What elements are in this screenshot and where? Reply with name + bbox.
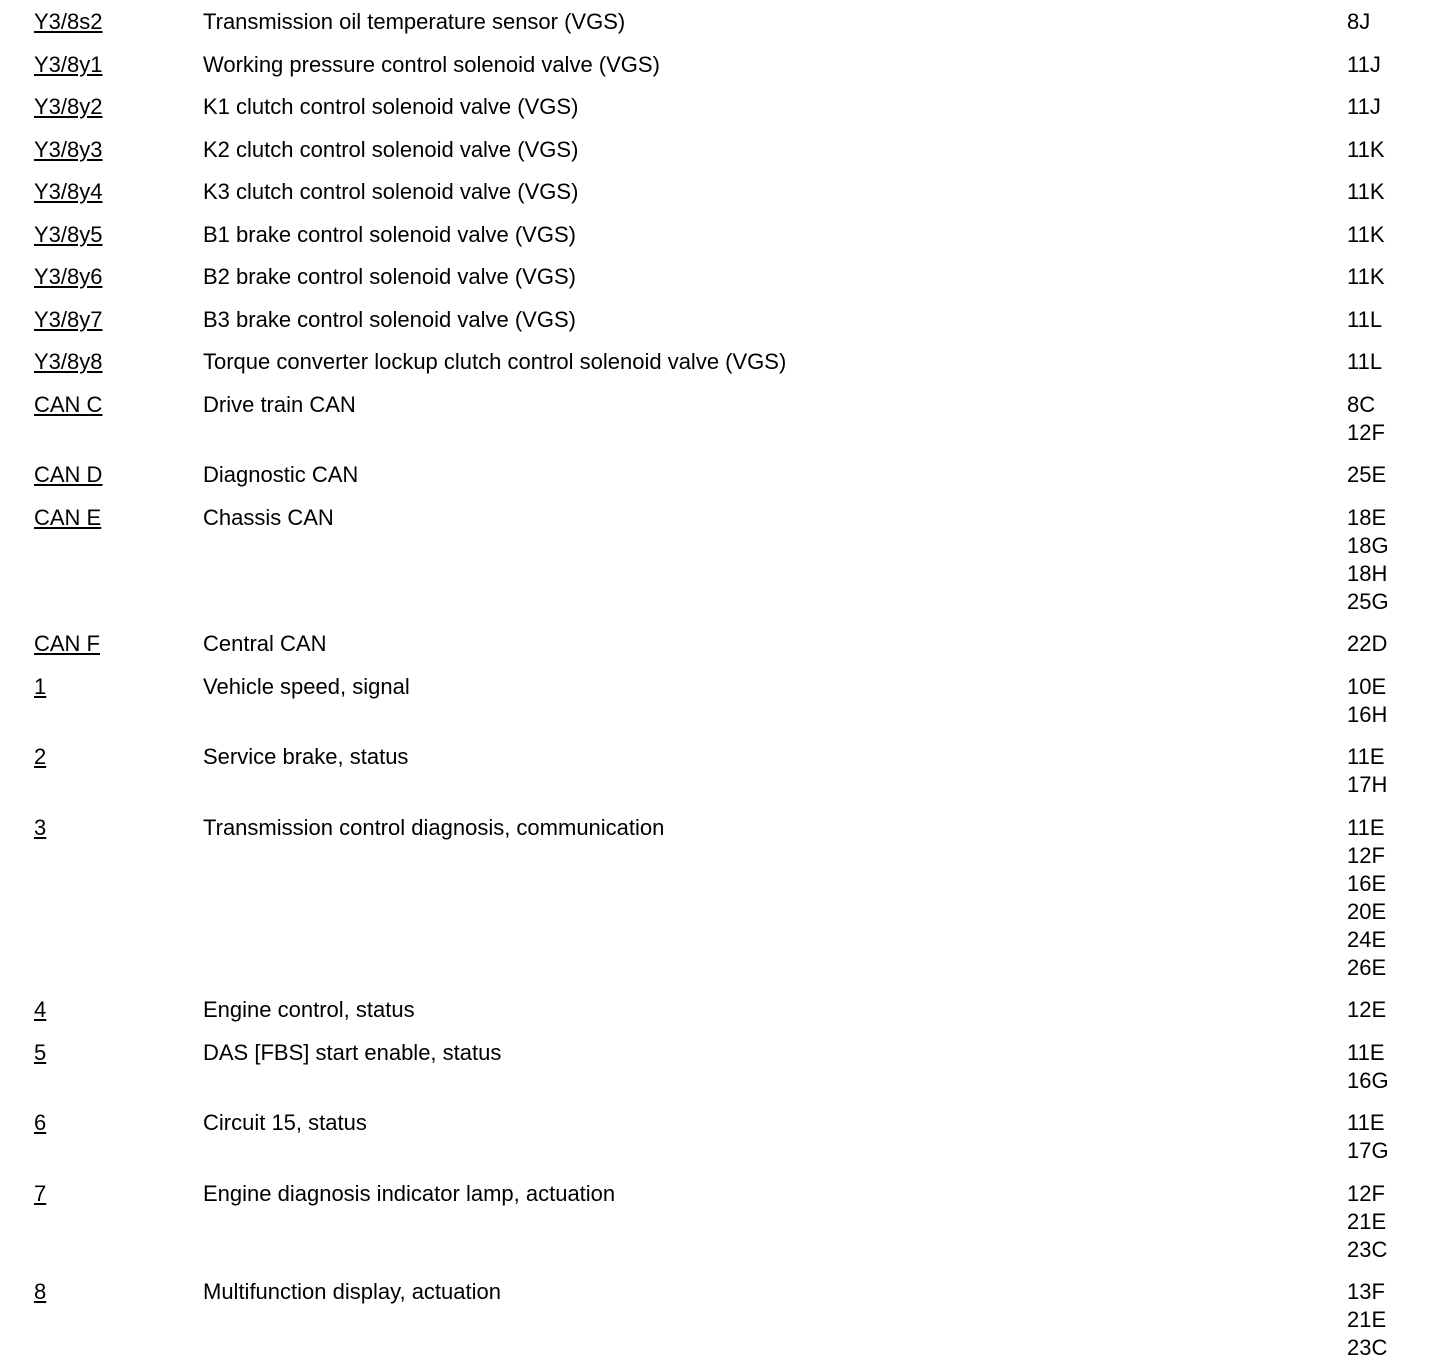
grid-reference: 12F	[1347, 419, 1385, 445]
component-description: Transmission oil temperature sensor (VGS)	[203, 9, 626, 34]
legend-row	[0, 348, 1440, 376]
component-description: K1 clutch control solenoid valve (VGS)	[203, 94, 579, 119]
component-description: K2 clutch control solenoid valve (VGS)	[203, 136, 579, 162]
grid-reference: 16E	[1347, 870, 1387, 896]
component-code-link[interactable]: 1	[34, 673, 47, 699]
grid-reference: 23C	[1347, 1335, 1388, 1360]
grid-reference-list	[1347, 673, 1427, 729]
grid-reference-list	[1347, 93, 1427, 121]
grid-reference-list	[1347, 1278, 1427, 1362]
legend-row	[0, 1109, 1440, 1165]
grid-reference: 11J	[1347, 94, 1381, 119]
grid-reference: 11E	[1347, 744, 1385, 769]
legend-row	[0, 814, 1440, 982]
grid-reference: 21E	[1347, 1307, 1387, 1332]
grid-reference-list	[1347, 996, 1427, 1024]
grid-reference: 20E	[1347, 898, 1387, 924]
legend-row	[0, 461, 1440, 489]
legend-row	[0, 221, 1440, 249]
legend-row	[0, 263, 1440, 291]
grid-reference: 11E	[1347, 814, 1385, 840]
component-description: Central CAN	[203, 631, 327, 656]
component-code-link[interactable]: 7	[34, 1180, 47, 1206]
grid-reference: 11J	[1347, 51, 1381, 77]
grid-reference: 17G	[1347, 1138, 1389, 1163]
component-code-link[interactable]: Y3/8y6	[34, 264, 103, 289]
component-code-link[interactable]: 3	[34, 814, 47, 840]
component-code-link[interactable]: 8	[34, 1279, 47, 1304]
component-code-link[interactable]: Y3/8y8	[34, 349, 103, 374]
legend-row	[0, 673, 1440, 729]
grid-reference-list	[1347, 8, 1427, 36]
grid-reference: 23C	[1347, 1236, 1388, 1262]
grid-reference: 18E	[1347, 504, 1387, 530]
grid-reference: 11E	[1347, 1110, 1385, 1135]
legend-row	[0, 996, 1440, 1024]
grid-reference-list	[1347, 743, 1427, 799]
component-description: Drive train CAN	[203, 391, 356, 417]
component-code-link[interactable]: CAN F	[34, 631, 100, 656]
legend-row	[0, 391, 1440, 447]
legend-row	[0, 743, 1440, 799]
grid-reference-list	[1347, 306, 1427, 334]
legend-row	[0, 8, 1440, 36]
legend-row	[0, 1039, 1440, 1095]
component-description: Service brake, status	[203, 744, 409, 769]
grid-reference-list	[1347, 178, 1427, 206]
grid-reference: 25E	[1347, 462, 1387, 487]
component-description: Circuit 15, status	[203, 1110, 367, 1135]
component-description: DAS [FBS] start enable, status	[203, 1039, 502, 1065]
grid-reference-list	[1347, 348, 1427, 376]
component-code-link[interactable]: Y3/8y3	[34, 136, 103, 162]
grid-reference-list	[1347, 1180, 1427, 1264]
grid-reference: 13F	[1347, 1279, 1385, 1304]
component-description: Engine control, status	[203, 997, 415, 1022]
grid-reference-list	[1347, 221, 1427, 249]
grid-reference-list	[1347, 630, 1427, 658]
component-description: B2 brake control solenoid valve (VGS)	[203, 264, 576, 289]
component-description: Working pressure control solenoid valve (VGS)	[203, 51, 660, 77]
grid-reference: 8C	[1347, 391, 1376, 417]
component-code-link[interactable]: CAN D	[34, 462, 103, 487]
legend-row	[0, 1180, 1440, 1264]
legend-row	[0, 504, 1440, 616]
component-description: Diagnostic CAN	[203, 462, 359, 487]
grid-reference: 12F	[1347, 842, 1385, 868]
component-code-link[interactable]: 4	[34, 997, 47, 1022]
grid-reference-list	[1347, 504, 1427, 616]
grid-reference: 18H	[1347, 560, 1388, 586]
grid-reference: 18G	[1347, 532, 1389, 558]
component-code-link[interactable]: Y3/8y5	[34, 221, 103, 247]
component-code-link[interactable]: Y3/8y1	[34, 51, 103, 77]
component-code-link[interactable]: Y3/8y2	[34, 94, 103, 119]
grid-reference: 12F	[1347, 1180, 1385, 1206]
component-code-link[interactable]: 5	[34, 1039, 47, 1065]
grid-reference-list	[1347, 391, 1427, 447]
component-code-link[interactable]: Y3/8y7	[34, 306, 103, 332]
component-description: Chassis CAN	[203, 504, 334, 530]
grid-reference: 12E	[1347, 997, 1387, 1022]
grid-reference-list	[1347, 814, 1427, 982]
component-code-link[interactable]: 6	[34, 1110, 47, 1135]
component-description: B3 brake control solenoid valve (VGS)	[203, 306, 576, 332]
grid-reference: 21E	[1347, 1208, 1387, 1234]
grid-reference: 26E	[1347, 954, 1387, 980]
grid-reference: 16H	[1347, 701, 1388, 727]
component-description: Engine diagnosis indicator lamp, actuation	[203, 1180, 616, 1206]
grid-reference: 11L	[1347, 349, 1383, 374]
grid-reference: 11K	[1347, 264, 1385, 289]
component-description: Vehicle speed, signal	[203, 673, 410, 699]
grid-reference-list	[1347, 1039, 1427, 1095]
component-description: Torque converter lockup clutch control solenoid valve (VGS)	[203, 349, 787, 374]
grid-reference: 11K	[1347, 221, 1385, 247]
grid-reference-list	[1347, 263, 1427, 291]
legend-row	[0, 1278, 1440, 1362]
grid-reference: 22D	[1347, 631, 1388, 656]
legend-row	[0, 136, 1440, 164]
grid-reference-list	[1347, 461, 1427, 489]
grid-reference: 11L	[1347, 306, 1383, 332]
legend-row	[0, 178, 1440, 206]
grid-reference: 8J	[1347, 9, 1371, 34]
component-code-link[interactable]: CAN E	[34, 504, 102, 530]
component-description: Transmission control diagnosis, communication	[203, 814, 665, 840]
grid-reference: 11K	[1347, 136, 1385, 162]
grid-reference-list	[1347, 51, 1427, 79]
grid-reference: 25G	[1347, 588, 1389, 614]
component-description: B1 brake control solenoid valve (VGS)	[203, 221, 576, 247]
grid-reference: 10E	[1347, 673, 1387, 699]
legend-row	[0, 93, 1440, 121]
grid-reference: 11E	[1347, 1039, 1385, 1065]
legend-row	[0, 630, 1440, 658]
grid-reference: 11K	[1347, 179, 1385, 204]
component-code-link[interactable]: Y3/8y4	[34, 179, 103, 204]
grid-reference: 24E	[1347, 926, 1387, 952]
component-description: Multifunction display, actuation	[203, 1279, 501, 1304]
legend-row	[0, 306, 1440, 334]
grid-reference-list	[1347, 1109, 1427, 1165]
grid-reference-list	[1347, 136, 1427, 164]
legend-row	[0, 51, 1440, 79]
component-description: K3 clutch control solenoid valve (VGS)	[203, 179, 579, 204]
component-code-link[interactable]: 2	[34, 744, 47, 769]
component-code-link[interactable]: CAN C	[34, 391, 103, 417]
grid-reference: 16G	[1347, 1067, 1389, 1093]
component-code-link[interactable]: Y3/8s2	[34, 9, 103, 34]
grid-reference: 17H	[1347, 772, 1388, 797]
